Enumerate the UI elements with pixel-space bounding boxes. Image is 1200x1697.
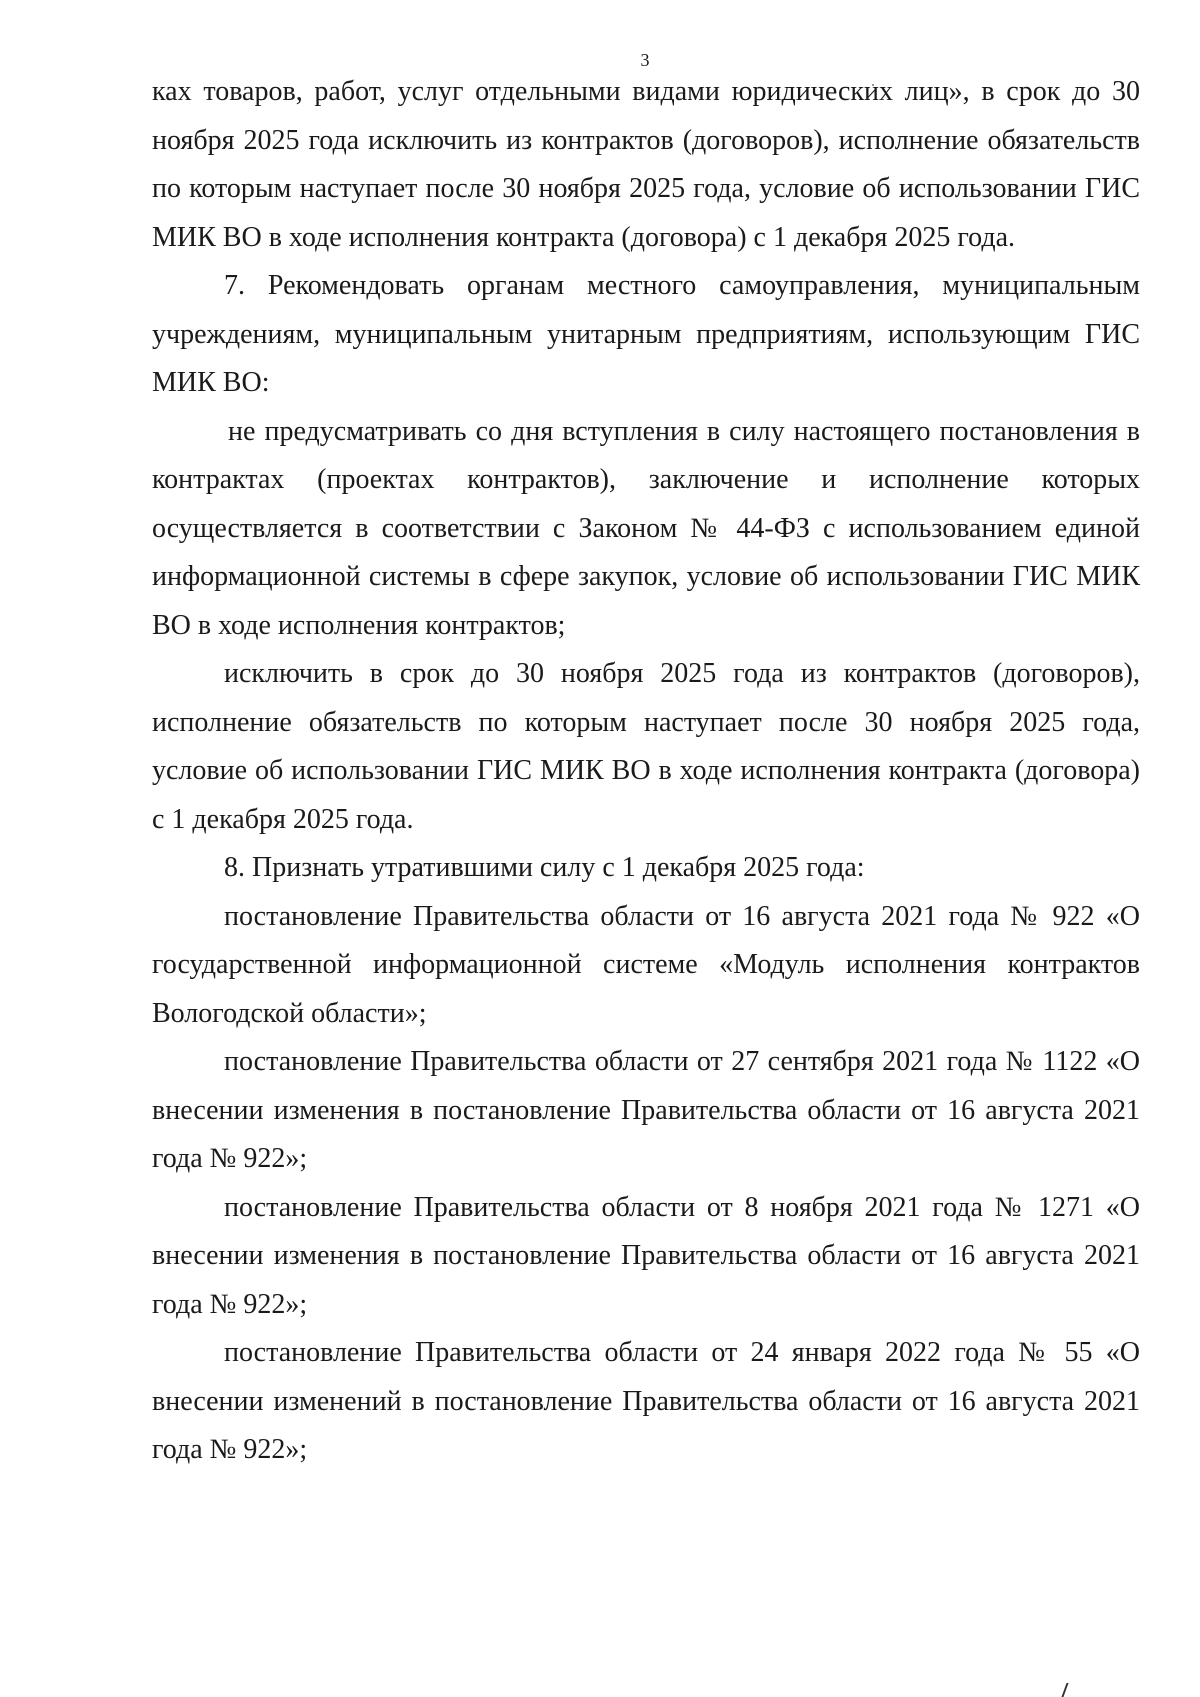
scan-artifact <box>1061 1683 1084 1697</box>
paragraph-item-7: 7. Рекомендовать органам местного самоуправления, муниципальным учреждениям, муниципальным унитарным предприятиям, использующим ГИС МИК ВО: <box>152 270 1140 398</box>
paragraph-item-7-sub-2: исключить в срок до 30 ноября 2025 года из контрактов (договоров), исполнение обязательств по которым наступает после 30 ноября 2025 года, условие об использовании ГИС МИК ВО в ходе исполнения контракта (договора) с 1 декабря 2025 года. <box>152 658 1140 835</box>
paragraph-item-7-sub-1: не предусматривать со дня вступления в силу настоящего постановления в контрактах (проектах контрактов), заключение и исполнение которых осуществляется в соответствии с Законом № 44-ФЗ с использованием единой информационной системы в сфере закупок, условие об использовании ГИС МИК ВО в ходе исполнения контрактов; <box>152 415 1140 641</box>
paragraph-item-8-sub-3: постановление Правительства области от 8 ноября 2021 года № 1271 «О внесении изменения в постановление Правительства области от 16 августа 2021 года № 922»; <box>152 1191 1140 1320</box>
page-number: 3 <box>640 50 650 70</box>
document-body <box>152 68 1140 1475</box>
paragraph-item-8-sub-4: постановление Правительства области от 24 января 2022 года № 55 «О внесении изменений в постановление Правительства области от 16 августа 2021 года № 922»; <box>152 1337 1140 1465</box>
paragraph-item-8-sub-2: постановление Правительства области от 27 сентября 2021 года № 1122 «О внесении изменения в постановление Правительства области от 16 августа 2021 года № 922»; <box>152 1046 1140 1174</box>
paragraph-item-8-sub-1: постановление Правительства области от 16 августа 2021 года № 922 «О государственной информационной системе «Модуль исполнения контрактов Вологодской области»; <box>152 900 1140 1029</box>
paragraph-item-8: 8. Признать утратившими силу с 1 декабря 2025 года: <box>224 852 865 883</box>
paragraph-continuation: ках товаров, работ, услуг отдельными видами юридических лиц», в срок до 30 ноября 2025 года исключить из контрактов (договоров), исполнение обязательств по которым наступает после 30 ноября 2025 года, условие об использовании ГИС МИК ВО в ходе исполнения контракта (договора) с 1 декабря 2025 года. <box>152 76 1140 253</box>
